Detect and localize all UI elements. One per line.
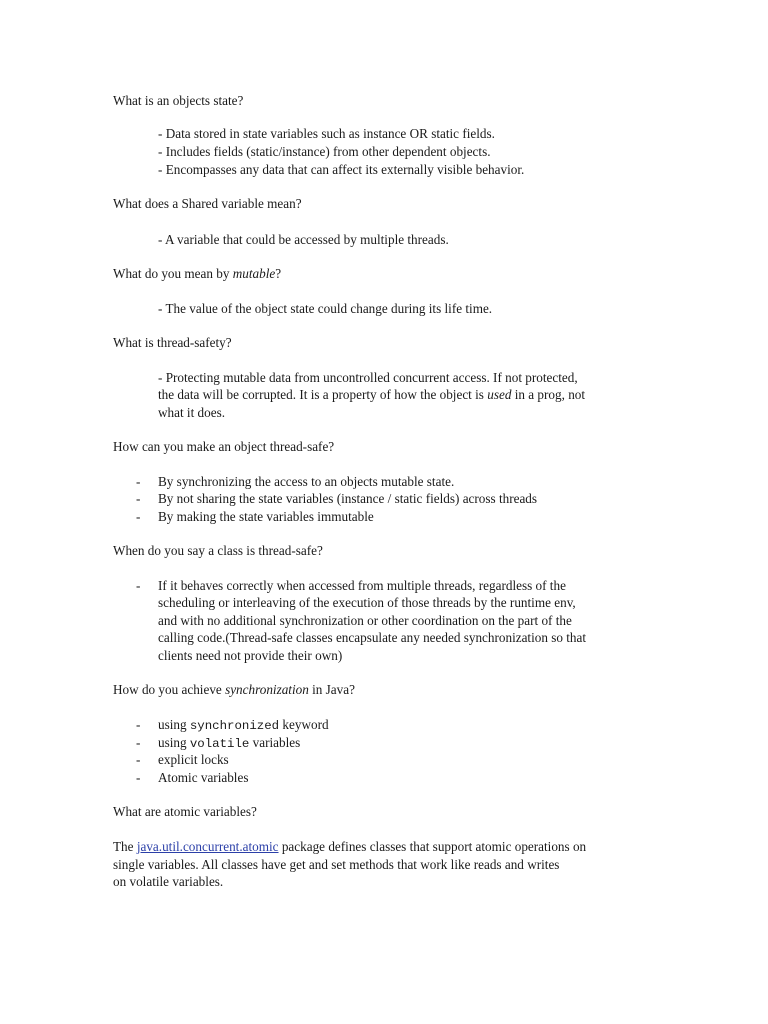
bullet-dash: - (136, 491, 141, 506)
answer-line: and with no additional synchronization or other coordination on the part of the (158, 613, 572, 628)
bullet-dash: - (136, 509, 141, 524)
bullet-item: explicit locks (158, 752, 229, 767)
bullet-dash: - (136, 735, 141, 750)
bullet-item: Atomic variables (158, 770, 249, 785)
emphasis-synchronization: synchronization (225, 682, 309, 697)
code-synchronized: synchronized (189, 719, 280, 733)
answer-line: the data will be corrupted. It is a property of how the object is used in a prog, not (158, 387, 586, 402)
answer-line: - Encompasses any data that can affect its externally visible behavior. (158, 162, 525, 177)
bullet-item: By not sharing the state variables (instance / static fields) across threads (158, 491, 538, 506)
question-shared-variable: What does a Shared variable mean? (113, 196, 302, 211)
paragraph-line: The java.util.concurrent.atomic package defines classes that support atomic operations on (113, 839, 587, 854)
paragraph-line: single variables. All classes have get and set methods that work like reads and writes (113, 857, 560, 872)
answer-line: calling code.(Thread-safe classes encapsulate any needed synchronization so that (158, 630, 587, 645)
answer-line: - Includes fields (static/instance) from other dependent objects. (158, 144, 491, 159)
code-volatile: volatile (189, 737, 250, 751)
bullet-dash: - (136, 474, 141, 489)
answer-line: - Protecting mutable data from uncontrolled concurrent access. If not protected, (158, 370, 578, 385)
bullet-dash: - (136, 770, 141, 785)
answer-line: - The value of the object state could change during its life time. (158, 301, 493, 316)
question-thread-safety: What is thread-safety? (113, 335, 232, 350)
answer-line: - Data stored in state variables such as instance OR static fields. (158, 126, 495, 141)
question-object-state: What is an objects state? (113, 93, 244, 108)
answer-line: what it does. (158, 405, 226, 420)
bullet-item: By synchronizing the access to an objects mutable state. (158, 474, 455, 489)
emphasis-used: used (487, 387, 512, 402)
answer-line: If it behaves correctly when accessed from multiple threads, regardless of the (158, 578, 566, 593)
question-atomic-variables: What are atomic variables? (113, 804, 257, 819)
bullet-item: using synchronized keyword (158, 717, 329, 733)
question-mutable: What do you mean by mutable? (113, 266, 282, 281)
bullet-item: using volatile variables (158, 735, 301, 751)
answer-line: clients need not provide their own) (158, 648, 343, 663)
question-make-thread-safe: How can you make an object thread-safe? (113, 439, 335, 454)
question-synchronization: How do you achieve synchronization in Java? (113, 682, 355, 697)
paragraph-line: on volatile variables. (113, 874, 224, 889)
link-java-util-concurrent-atomic[interactable]: java.util.concurrent.atomic (136, 839, 279, 854)
answer-line: scheduling or interleaving of the execution of those threads by the runtime env, (158, 595, 576, 610)
bullet-dash: - (136, 717, 141, 732)
emphasis-mutable: mutable (232, 266, 276, 281)
bullet-dash: - (136, 578, 141, 593)
bullet-item: By making the state variables immutable (158, 509, 374, 524)
answer-line: - A variable that could be accessed by multiple threads. (158, 232, 449, 247)
question-class-thread-safe: When do you say a class is thread-safe? (113, 543, 323, 558)
bullet-dash: - (136, 752, 141, 767)
